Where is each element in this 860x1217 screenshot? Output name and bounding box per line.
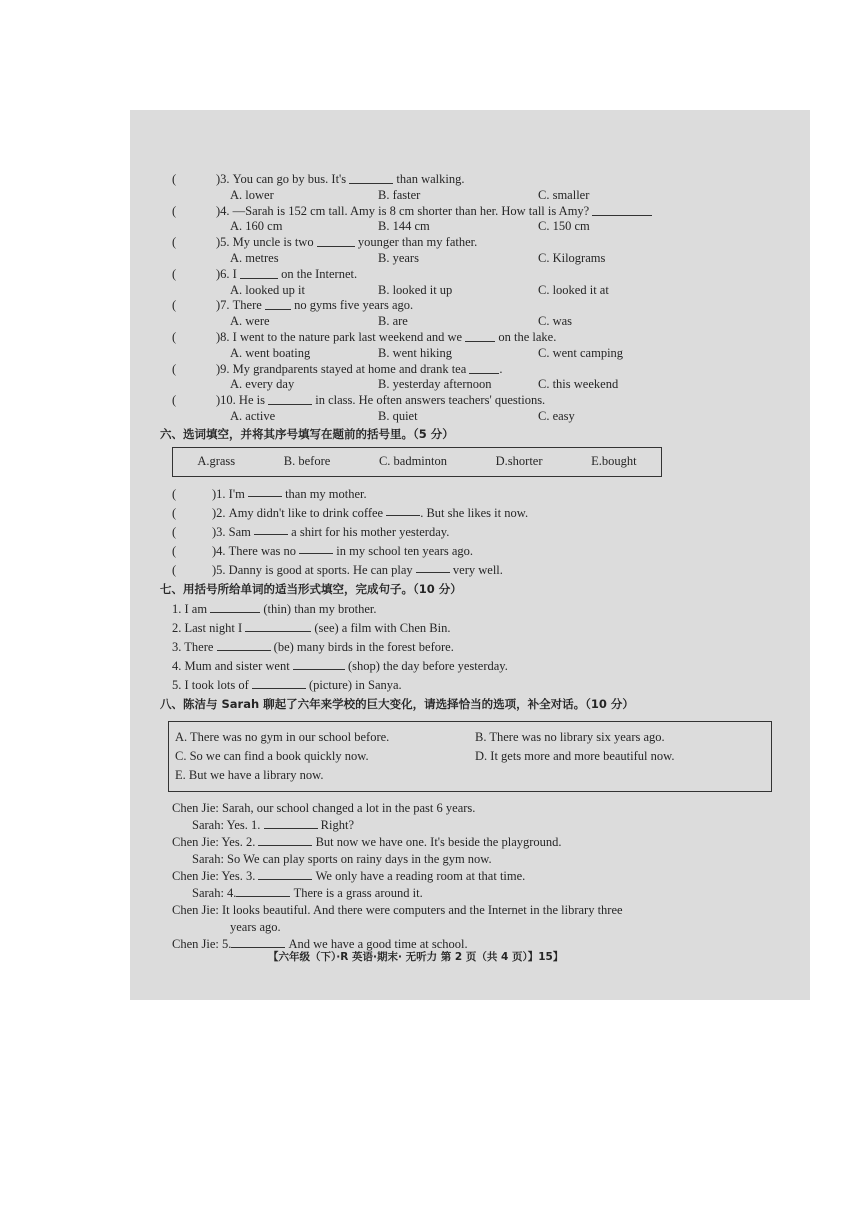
answer-blank[interactable]	[254, 523, 288, 535]
answer-blank[interactable]	[217, 639, 271, 651]
dialogue-line: Chen Jie: Sarah, our school changed a lot in the past 6 years.	[172, 801, 476, 816]
options-7: A. were B. are C. was	[230, 314, 573, 329]
multiple-choice-section	[172, 172, 772, 425]
fill-item-1: ( )1. I'm than my mother.	[172, 486, 367, 501]
options-9: A. every day B. yesterday afternoon C. this weekend	[230, 377, 619, 392]
option-e: E. But we have a library now.	[175, 768, 324, 783]
option-c: C. So we can find a book quickly now.	[175, 749, 369, 764]
fill-item-5: ( )5. Danny is good at sports. He can play very well.	[172, 562, 503, 577]
dialogue-line: Chen Jie: Yes. 3. We only have a reading room at that time.	[172, 869, 526, 884]
answer-blank[interactable]	[240, 267, 278, 279]
word-option: D.shorter	[495, 453, 543, 468]
option-b: B. There was no library six years ago.	[475, 730, 665, 745]
answer-blank[interactable]	[231, 936, 285, 948]
dialogue-line: Sarah: Yes. 1. Right?	[192, 818, 355, 833]
answer-blank[interactable]	[592, 204, 652, 216]
question-4: ( )4. —Sarah is 152 cm tall. Amy is 8 cm shorter than her. How tall is Amy?	[172, 204, 772, 220]
form-item-5: 5. I took lots of (picture) in Sanya.	[172, 678, 402, 693]
question-3: ( )3. You can go by bus. It's than walking.	[172, 172, 465, 186]
answer-blank[interactable]	[264, 817, 318, 829]
page-footer: 【六年级（下）·R 英语·期末· 无听力 第 2 页（共 4 页）】15】	[268, 951, 564, 963]
answer-blank[interactable]	[248, 485, 282, 497]
question-9: ( )9. My grandparents stayed at home and drank tea .	[172, 361, 503, 376]
options-8: A. went boating B. went hiking C. went camping	[230, 345, 624, 360]
form-item-1: 1. I am (thin) than my brother.	[172, 602, 377, 617]
answer-blank[interactable]	[299, 542, 333, 554]
dialogue-line: Sarah: 4. There is a grass around it.	[192, 886, 423, 901]
answer-blank[interactable]	[236, 885, 290, 897]
options-4: A. 160 cm B. 144 cm C. 150 cm	[230, 219, 590, 234]
answer-blank[interactable]	[265, 298, 291, 310]
question-5: ( )5. My uncle is two younger than my father.	[172, 235, 478, 250]
options-3: A. lower B. faster C. smaller	[230, 187, 590, 202]
section-7-items	[172, 600, 772, 695]
answer-blank[interactable]	[252, 677, 306, 689]
answer-blank[interactable]	[258, 868, 312, 880]
fill-item-4: ( )4. There was no in my school ten years ago.	[172, 543, 474, 558]
answer-blank[interactable]	[317, 235, 355, 247]
form-item-4: 4. Mum and sister went (shop) the day before yesterday.	[172, 659, 508, 674]
form-item-3: 3. There (be) many birds in the forest before.	[172, 640, 454, 655]
answer-blank[interactable]	[349, 172, 393, 184]
answer-blank[interactable]	[210, 601, 260, 613]
fill-item-2: ( )2. Amy didn't like to drink coffee . But she likes it now.	[172, 505, 529, 520]
dialogue-line: Chen Jie: 5. And we have a good time at school.	[172, 937, 468, 952]
option-a: A. There was no gym in our school before.	[175, 730, 390, 745]
form-item-2: 2. Last night I (see) a film with Chen Bin.	[172, 621, 451, 636]
section-8-heading: 八、陈洁与 Sarah 聊起了六年来学校的巨大变化，请选择恰当的选项，补全对话。（10 分）	[160, 697, 634, 712]
answer-blank[interactable]	[465, 330, 495, 342]
answer-blank[interactable]	[293, 658, 345, 670]
word-option: E.bought	[591, 453, 637, 468]
word-option: A.grass	[197, 453, 236, 468]
section-7-heading: 七、用括号所给单词的适当形式填空，完成句子。（10 分）	[160, 581, 462, 596]
answer-blank[interactable]	[268, 393, 312, 405]
answer-blank[interactable]	[245, 620, 311, 632]
question-8: ( )8. I went to the nature park last weekend and we on the lake.	[172, 329, 557, 344]
dialogue-line: Chen Jie: Yes. 2. But now we have one. It's beside the playground.	[172, 835, 562, 850]
word-option: B. before	[283, 453, 331, 468]
dialogue-options	[168, 721, 772, 792]
question-7: ( )7. There no gyms five years ago.	[172, 298, 414, 313]
answer-blank[interactable]	[258, 834, 312, 846]
option-d: D. It gets more and more beautiful now.	[475, 749, 675, 764]
dialogue-line: Sarah: So We can play sports on rainy days in the gym now.	[192, 852, 492, 867]
exam-content	[160, 172, 772, 953]
section-6-heading: 六、选词填空，并将其序号填写在题前的括号里。（5 分）	[160, 426, 454, 441]
dialogue	[172, 800, 772, 953]
answer-blank[interactable]	[469, 362, 499, 374]
options-6: A. looked up it B. looked it up C. looked it at	[230, 282, 609, 297]
answer-blank[interactable]	[386, 504, 420, 516]
word-bank	[172, 447, 662, 477]
dialogue-line: Chen Jie: It looks beautiful. And there were computers and the Internet in the library three	[172, 903, 623, 918]
word-option: C. badminton	[378, 453, 448, 468]
section-6-items	[172, 485, 772, 580]
dialogue-line: years ago.	[230, 920, 281, 935]
options-10: A. active B. quiet C. easy	[230, 408, 575, 423]
options-5: A. metres B. years C. Kilograms	[230, 250, 606, 265]
question-10: ( )10. He is in class. He often answers teachers' questions.	[172, 393, 546, 408]
question-6: ( )6. I on the Internet.	[172, 266, 358, 281]
answer-blank[interactable]	[416, 561, 450, 573]
fill-item-3: ( )3. Sam a shirt for his mother yesterday.	[172, 524, 450, 539]
